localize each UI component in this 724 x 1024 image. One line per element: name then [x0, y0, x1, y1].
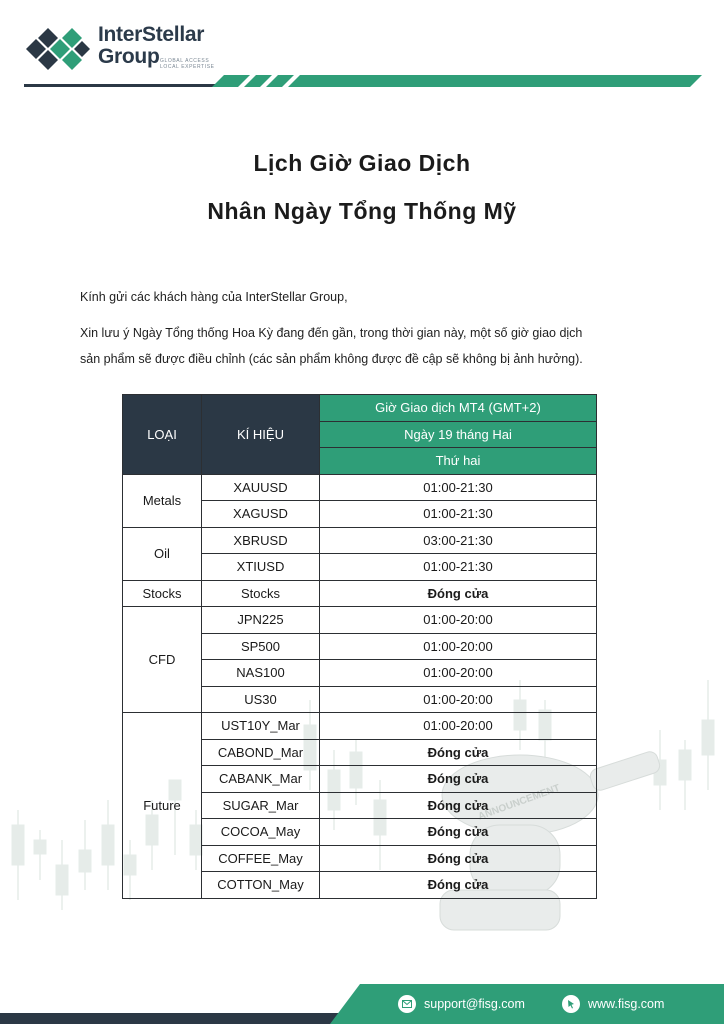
logo-mark-icon — [26, 28, 92, 70]
cell-type: Oil — [123, 527, 202, 580]
cursor-icon — [562, 995, 580, 1013]
date-header: Ngày 19 tháng Hai — [320, 421, 597, 448]
brand-tagline-line1: GLOBAL ACCESS — [160, 58, 210, 64]
day-header: Thứ hai — [320, 448, 597, 475]
cell-hours: 01:00-20:00 — [320, 607, 597, 634]
greeting-text: Kính gửi các khách hàng của InterStellar Group, — [80, 290, 348, 304]
cell-symbol: XBRUSD — [202, 527, 320, 554]
cell-hours: Đóng cửa — [320, 792, 597, 819]
cell-symbol: UST10Y_Mar — [202, 713, 320, 740]
cell-symbol: CABOND_Mar — [202, 739, 320, 766]
cell-symbol: CABANK_Mar — [202, 766, 320, 793]
col-symbol-header: KÍ HIỆU — [202, 395, 320, 475]
brand-tagline-line2: LOCAL EXPERTISE — [160, 64, 215, 70]
cell-symbol: SP500 — [202, 633, 320, 660]
cell-hours: Đóng cửa — [320, 766, 597, 793]
notice-line2: sản phẩm sẽ được điều chỉnh (các sản phẩm không được đề cập sẽ không bị ảnh hưởng). — [80, 352, 583, 366]
trading-hours-table — [122, 394, 597, 899]
cell-symbol: Stocks — [202, 580, 320, 607]
company-logo — [26, 24, 226, 74]
cell-symbol: COFFEE_May — [202, 845, 320, 872]
hours-header: Giờ Giao dịch MT4 (GMT+2) — [320, 395, 597, 422]
cell-symbol: XTIUSD — [202, 554, 320, 581]
cell-hours: Đóng cửa — [320, 819, 597, 846]
cell-hours: 01:00-21:30 — [320, 501, 597, 528]
table-row — [123, 580, 597, 607]
cell-symbol: NAS100 — [202, 660, 320, 687]
robot-badge-text: ANNOUNCEMENT — [476, 782, 562, 823]
cell-hours: 03:00-21:30 — [320, 527, 597, 554]
cell-symbol: US30 — [202, 686, 320, 713]
cell-hours: 01:00-20:00 — [320, 660, 597, 687]
cell-hours: Đóng cửa — [320, 580, 597, 607]
cell-symbol: XAUUSD — [202, 474, 320, 501]
cell-symbol: COTTON_May — [202, 872, 320, 899]
table-body — [123, 474, 597, 898]
table-row — [123, 607, 597, 634]
cell-symbol: XAGUSD — [202, 501, 320, 528]
table-row — [123, 474, 597, 501]
page-title-line1: Lịch Giờ Giao Dịch — [253, 150, 471, 176]
cell-hours: Đóng cửa — [320, 845, 597, 872]
notice-text — [80, 320, 660, 372]
table-row — [123, 527, 597, 554]
cell-hours: Đóng cửa — [320, 739, 597, 766]
cell-hours: 01:00-20:00 — [320, 713, 597, 740]
cell-hours: 01:00-20:00 — [320, 686, 597, 713]
cell-hours: 01:00-20:00 — [320, 633, 597, 660]
cell-hours: Đóng cửa — [320, 872, 597, 899]
cell-type: Metals — [123, 474, 202, 527]
brand-name-line1: InterStellar — [98, 23, 205, 46]
col-type-header: LOẠI — [123, 395, 202, 475]
mail-icon — [398, 995, 416, 1013]
table-row — [123, 713, 597, 740]
footer-left-bar — [0, 1013, 340, 1024]
cell-symbol: JPN225 — [202, 607, 320, 634]
cell-hours: 01:00-21:30 — [320, 474, 597, 501]
footer-email[interactable] — [398, 995, 525, 1013]
cell-symbol: COCOA_May — [202, 819, 320, 846]
footer-website-text[interactable]: www.fisg.com — [588, 997, 665, 1011]
page-title-line2: Nhân Ngày Tổng Thống Mỹ — [207, 198, 517, 224]
footer-website[interactable] — [562, 995, 664, 1013]
footer-email-text[interactable]: support@fisg.com — [424, 997, 525, 1011]
cell-type: CFD — [123, 607, 202, 713]
cell-hours: 01:00-21:30 — [320, 554, 597, 581]
notice-line1: Xin lưu ý Ngày Tổng thống Hoa Kỳ đang đến gần, trong thời gian này, một số giờ giao dịch — [80, 326, 583, 340]
cell-type: Future — [123, 713, 202, 899]
cell-type: Stocks — [123, 580, 202, 607]
brand-name-line2: Group — [98, 45, 160, 68]
header-divider — [24, 72, 702, 92]
cell-symbol: SUGAR_Mar — [202, 792, 320, 819]
